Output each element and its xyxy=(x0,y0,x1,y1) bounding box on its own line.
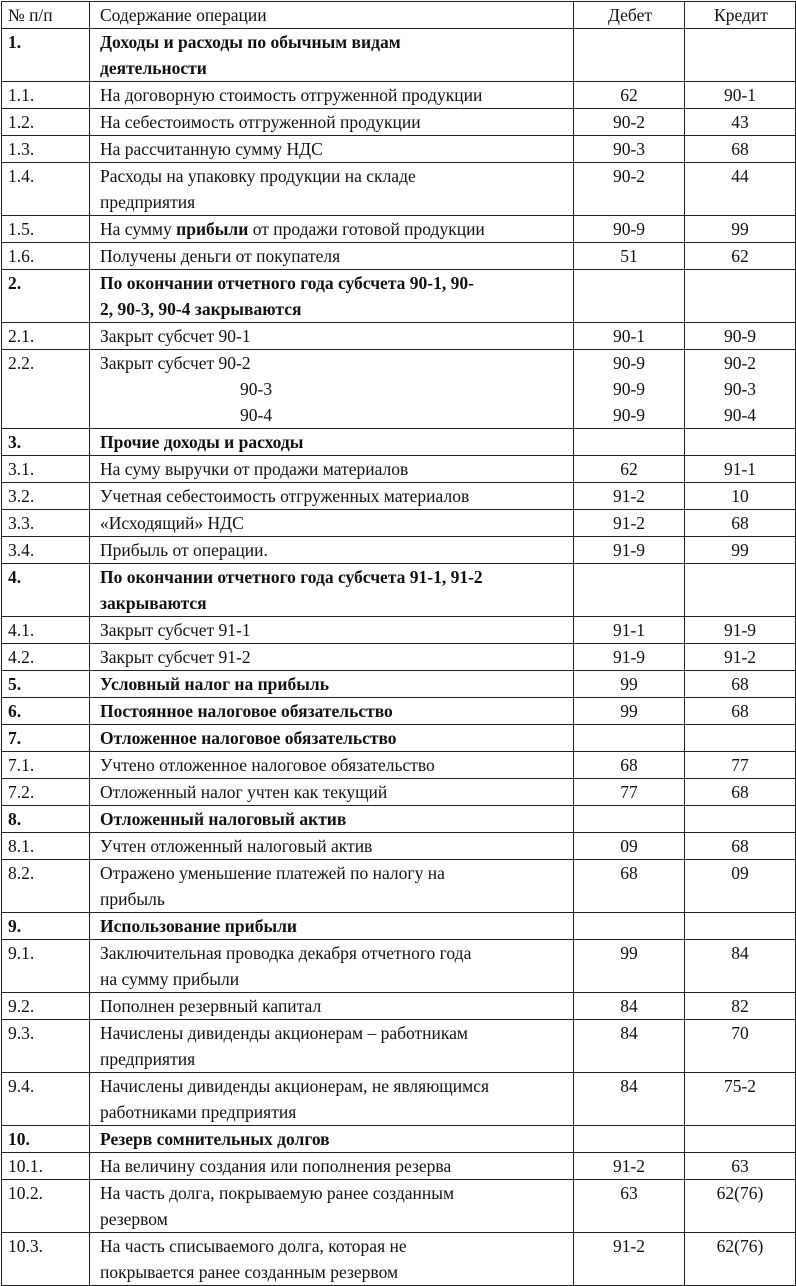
description-line: покрывается ранее созданным резервом xyxy=(100,1262,399,1282)
debit-value: 90-9 xyxy=(612,379,646,399)
row-description xyxy=(90,698,574,725)
description-line: предприятия xyxy=(100,192,196,212)
row-description xyxy=(90,1180,574,1233)
row-number: 10. xyxy=(2,1126,90,1153)
row-debit: 62 xyxy=(574,82,685,109)
row-debit: 63 xyxy=(574,1180,685,1233)
row-number: 2.2. xyxy=(2,350,90,429)
row-credit: 68 xyxy=(685,833,796,860)
section-row xyxy=(2,270,796,323)
row-number: 9.4. xyxy=(2,1073,90,1126)
table-row xyxy=(2,993,796,1020)
table-row xyxy=(2,243,796,270)
row-debit xyxy=(574,29,685,82)
row-description xyxy=(90,82,574,109)
row-credit xyxy=(685,270,796,323)
row-number: 1.1. xyxy=(2,82,90,109)
row-debit: 91-2 xyxy=(574,483,685,510)
row-debit: 99 xyxy=(574,671,685,698)
table-row xyxy=(2,644,796,671)
row-debit xyxy=(574,806,685,833)
header-debit: Дебет xyxy=(574,2,685,29)
row-number: 9. xyxy=(2,913,90,940)
description-line: Начислены дивиденды акционерам, не являющимся xyxy=(100,1076,490,1096)
description-line: На величину создания или пополнения резерва xyxy=(100,1156,452,1176)
row-debit: 77 xyxy=(574,779,685,806)
description-subline: 90-3 xyxy=(240,379,273,399)
row-number: 8.1. xyxy=(2,833,90,860)
row-debit xyxy=(574,913,685,940)
description-subline: 90-4 xyxy=(240,405,273,425)
row-description xyxy=(90,833,574,860)
debit-value: 90-9 xyxy=(612,405,646,425)
row-debit xyxy=(574,725,685,752)
table-row xyxy=(2,860,796,913)
row-description xyxy=(90,617,574,644)
row-description xyxy=(90,537,574,564)
row-credit xyxy=(685,350,796,429)
row-debit: 62 xyxy=(574,456,685,483)
row-description xyxy=(90,483,574,510)
table-row xyxy=(2,1233,796,1286)
description-line: На суму выручки от продажи материалов xyxy=(100,459,409,479)
table-row xyxy=(2,82,796,109)
row-debit: 91-9 xyxy=(574,537,685,564)
row-description xyxy=(90,109,574,136)
section-row xyxy=(2,913,796,940)
row-debit xyxy=(574,1126,685,1153)
description-line: Пополнен резервный капитал xyxy=(100,996,322,1016)
row-number: 3.2. xyxy=(2,483,90,510)
row-credit: 99 xyxy=(685,216,796,243)
description-line: Отложенный налог учтен как текущий xyxy=(100,782,388,802)
row-debit xyxy=(574,270,685,323)
row-description xyxy=(90,163,574,216)
row-number: 3.3. xyxy=(2,510,90,537)
row-credit: 63 xyxy=(685,1153,796,1180)
description-line: предприятия xyxy=(100,1049,196,1069)
row-credit: 82 xyxy=(685,993,796,1020)
row-debit: 84 xyxy=(574,1020,685,1073)
credit-value: 90-4 xyxy=(723,405,757,425)
row-credit: 70 xyxy=(685,1020,796,1073)
description-line: Постоянное налоговое обязательство xyxy=(100,701,393,721)
description-emphasis: прибыли xyxy=(176,219,249,239)
row-description xyxy=(90,860,574,913)
section-row xyxy=(2,1126,796,1153)
row-description xyxy=(90,1073,574,1126)
row-debit: 84 xyxy=(574,1073,685,1126)
row-debit: 68 xyxy=(574,860,685,913)
section-row xyxy=(2,725,796,752)
row-description xyxy=(90,136,574,163)
description-line: По окончании отчетного года субсчета 90-1, 90- xyxy=(100,273,474,293)
description-line: По окончании отчетного года субсчета 91-1, 91-2 xyxy=(100,567,483,587)
row-debit: 91-9 xyxy=(574,644,685,671)
row-debit xyxy=(574,350,685,429)
row-number: 4. xyxy=(2,564,90,617)
row-debit: 99 xyxy=(574,698,685,725)
row-credit xyxy=(685,913,796,940)
table-row xyxy=(2,1180,796,1233)
table-row xyxy=(2,833,796,860)
row-description xyxy=(90,806,574,833)
table-row xyxy=(2,1073,796,1126)
description-line: На рассчитанную сумму НДС xyxy=(100,139,323,159)
row-credit: 62(76) xyxy=(685,1233,796,1286)
row-number: 7. xyxy=(2,725,90,752)
row-number: 9.3. xyxy=(2,1020,90,1073)
row-credit: 91-9 xyxy=(685,617,796,644)
row-debit: 90-2 xyxy=(574,109,685,136)
row-number: 5. xyxy=(2,671,90,698)
table-row xyxy=(2,323,796,350)
row-debit: 84 xyxy=(574,993,685,1020)
row-credit: 62(76) xyxy=(685,1180,796,1233)
description-line: Закрыт субсчет 91-1 xyxy=(100,620,251,640)
row-number: 9.1. xyxy=(2,940,90,993)
row-description xyxy=(90,913,574,940)
row-description xyxy=(90,456,574,483)
table-row xyxy=(2,537,796,564)
row-debit: 09 xyxy=(574,833,685,860)
description-line: На договорную стоимость отгруженной продукции xyxy=(100,85,483,105)
row-debit: 90-2 xyxy=(574,163,685,216)
row-credit: 90-1 xyxy=(685,82,796,109)
row-description xyxy=(90,29,574,82)
description-line: Использование прибыли xyxy=(100,916,298,936)
row-credit: 84 xyxy=(685,940,796,993)
table-row xyxy=(2,109,796,136)
description-line: Расходы на упаковку продукции на складе xyxy=(100,166,416,186)
description-line: «Исходящий» НДС xyxy=(100,513,244,533)
row-credit: 10 xyxy=(685,483,796,510)
description-line: Заключительная проводка декабря отчетного года xyxy=(100,943,472,963)
row-credit xyxy=(685,806,796,833)
row-description xyxy=(90,510,574,537)
description-line: прибыль xyxy=(100,889,165,909)
debit-value: 90-9 xyxy=(612,353,646,373)
description-line: Отражено уменьшение платежей по налогу на xyxy=(100,863,445,883)
row-credit: 91-2 xyxy=(685,644,796,671)
row-description xyxy=(90,350,574,429)
row-number: 1.4. xyxy=(2,163,90,216)
section-row xyxy=(2,671,796,698)
description-line: На часть списываемого долга, которая не xyxy=(100,1236,407,1256)
header-description: Содержание операции xyxy=(90,2,574,29)
section-row xyxy=(2,29,796,82)
row-number: 3.4. xyxy=(2,537,90,564)
description-line: закрываются xyxy=(100,593,207,613)
row-number: 7.1. xyxy=(2,752,90,779)
row-credit: 68 xyxy=(685,671,796,698)
row-debit: 90-3 xyxy=(574,136,685,163)
row-description xyxy=(90,993,574,1020)
description-line: На себестоимость отгруженной продукции xyxy=(100,112,421,132)
table-row xyxy=(2,163,796,216)
row-number: 10.1. xyxy=(2,1153,90,1180)
table-row xyxy=(2,1020,796,1073)
row-debit: 51 xyxy=(574,243,685,270)
description-part: от продажи готовой продукции xyxy=(248,219,485,239)
description-line: резервом xyxy=(100,1209,168,1229)
table-row xyxy=(2,216,796,243)
row-description xyxy=(90,429,574,456)
row-description xyxy=(90,1233,574,1286)
table-row xyxy=(2,1153,796,1180)
row-number: 8.2. xyxy=(2,860,90,913)
row-number: 1.5. xyxy=(2,216,90,243)
row-credit: 75-2 xyxy=(685,1073,796,1126)
header-number: № п/п xyxy=(2,2,90,29)
row-number: 4.2. xyxy=(2,644,90,671)
row-credit xyxy=(685,564,796,617)
row-credit: 68 xyxy=(685,779,796,806)
row-number: 4.1. xyxy=(2,617,90,644)
table-row xyxy=(2,752,796,779)
row-credit: 91-1 xyxy=(685,456,796,483)
row-number: 6. xyxy=(2,698,90,725)
credit-value: 90-3 xyxy=(723,379,757,399)
description-line: Отложенный налоговый актив xyxy=(100,809,347,829)
row-credit: 68 xyxy=(685,698,796,725)
row-number: 10.2. xyxy=(2,1180,90,1233)
row-description xyxy=(90,725,574,752)
row-description xyxy=(90,323,574,350)
row-debit: 99 xyxy=(574,940,685,993)
row-credit: 68 xyxy=(685,136,796,163)
row-number: 3.1. xyxy=(2,456,90,483)
row-description xyxy=(90,564,574,617)
section-row xyxy=(2,698,796,725)
row-debit: 90-9 xyxy=(574,216,685,243)
table-row xyxy=(2,483,796,510)
row-description xyxy=(90,671,574,698)
table-header-row xyxy=(2,2,796,29)
row-credit xyxy=(685,429,796,456)
row-description xyxy=(90,779,574,806)
section-row xyxy=(2,806,796,833)
row-credit: 77 xyxy=(685,752,796,779)
row-description xyxy=(90,1126,574,1153)
description-part: На сумму xyxy=(100,219,177,239)
row-number: 2. xyxy=(2,270,90,323)
operations-table xyxy=(1,1,796,1286)
table-row xyxy=(2,136,796,163)
row-credit xyxy=(685,1126,796,1153)
row-number: 2.1. xyxy=(2,323,90,350)
description-line: На часть долга, покрываемую ранее созданным xyxy=(100,1183,455,1203)
table-body xyxy=(2,29,796,1286)
description-line: Резерв сомнительных долгов xyxy=(100,1129,330,1149)
row-number: 1.6. xyxy=(2,243,90,270)
row-number: 10.3. xyxy=(2,1233,90,1286)
row-credit xyxy=(685,29,796,82)
row-debit: 91-1 xyxy=(574,617,685,644)
header-credit: Кредит xyxy=(685,2,796,29)
description-line: Прибыль от операции. xyxy=(100,540,268,560)
description-line: Доходы и расходы по обычным видам xyxy=(100,32,401,52)
row-debit: 68 xyxy=(574,752,685,779)
description-line xyxy=(100,216,569,242)
row-credit: 62 xyxy=(685,243,796,270)
row-description xyxy=(90,1153,574,1180)
row-credit: 68 xyxy=(685,510,796,537)
row-credit: 44 xyxy=(685,163,796,216)
row-number: 1.3. xyxy=(2,136,90,163)
row-description xyxy=(90,270,574,323)
table-row xyxy=(2,350,796,429)
description-line: Учтен отложенный налоговый актив xyxy=(100,836,373,856)
row-description xyxy=(90,644,574,671)
description-line: Получены деньги от покупателя xyxy=(100,246,341,266)
row-debit: 91-2 xyxy=(574,1233,685,1286)
row-number: 1.2. xyxy=(2,109,90,136)
row-credit: 99 xyxy=(685,537,796,564)
table-row xyxy=(2,617,796,644)
description-line: Учетная себестоимость отгруженных материалов xyxy=(100,486,470,506)
row-credit: 43 xyxy=(685,109,796,136)
row-debit: 91-2 xyxy=(574,1153,685,1180)
description-line: деятельности xyxy=(100,58,207,78)
description-line: Закрыт субсчет 90-1 xyxy=(100,326,251,346)
row-number: 9.2. xyxy=(2,993,90,1020)
row-description xyxy=(90,243,574,270)
row-debit: 91-2 xyxy=(574,510,685,537)
description-line: на сумму прибыли xyxy=(100,969,240,989)
row-credit xyxy=(685,725,796,752)
row-debit: 90-1 xyxy=(574,323,685,350)
description-line: работниками предприятия xyxy=(100,1102,297,1122)
row-credit: 90-9 xyxy=(685,323,796,350)
description-line: Начислены дивиденды акционерам – работникам xyxy=(100,1023,468,1043)
table-row xyxy=(2,510,796,537)
row-description xyxy=(90,940,574,993)
table-row xyxy=(2,456,796,483)
table-row xyxy=(2,940,796,993)
section-row xyxy=(2,429,796,456)
credit-value: 90-2 xyxy=(723,353,757,373)
description-line: Условный налог на прибыль xyxy=(100,674,329,694)
section-row xyxy=(2,564,796,617)
description-line: Прочие доходы и расходы xyxy=(100,432,304,452)
description-line: Закрыт субсчет 90-2 xyxy=(100,353,251,373)
row-debit xyxy=(574,564,685,617)
description-line: Учтено отложенное налоговое обязательство xyxy=(100,755,435,775)
row-number: 8. xyxy=(2,806,90,833)
row-description xyxy=(90,1020,574,1073)
row-number: 1. xyxy=(2,29,90,82)
row-description xyxy=(90,216,574,243)
row-description xyxy=(90,752,574,779)
row-debit xyxy=(574,429,685,456)
table-row xyxy=(2,779,796,806)
row-number: 3. xyxy=(2,429,90,456)
row-credit: 09 xyxy=(685,860,796,913)
description-line: Отложенное налоговое обязательство xyxy=(100,728,397,748)
row-number: 7.2. xyxy=(2,779,90,806)
description-line: Закрыт субсчет 91-2 xyxy=(100,647,251,667)
description-line: 2, 90-3, 90-4 закрываются xyxy=(100,299,302,319)
